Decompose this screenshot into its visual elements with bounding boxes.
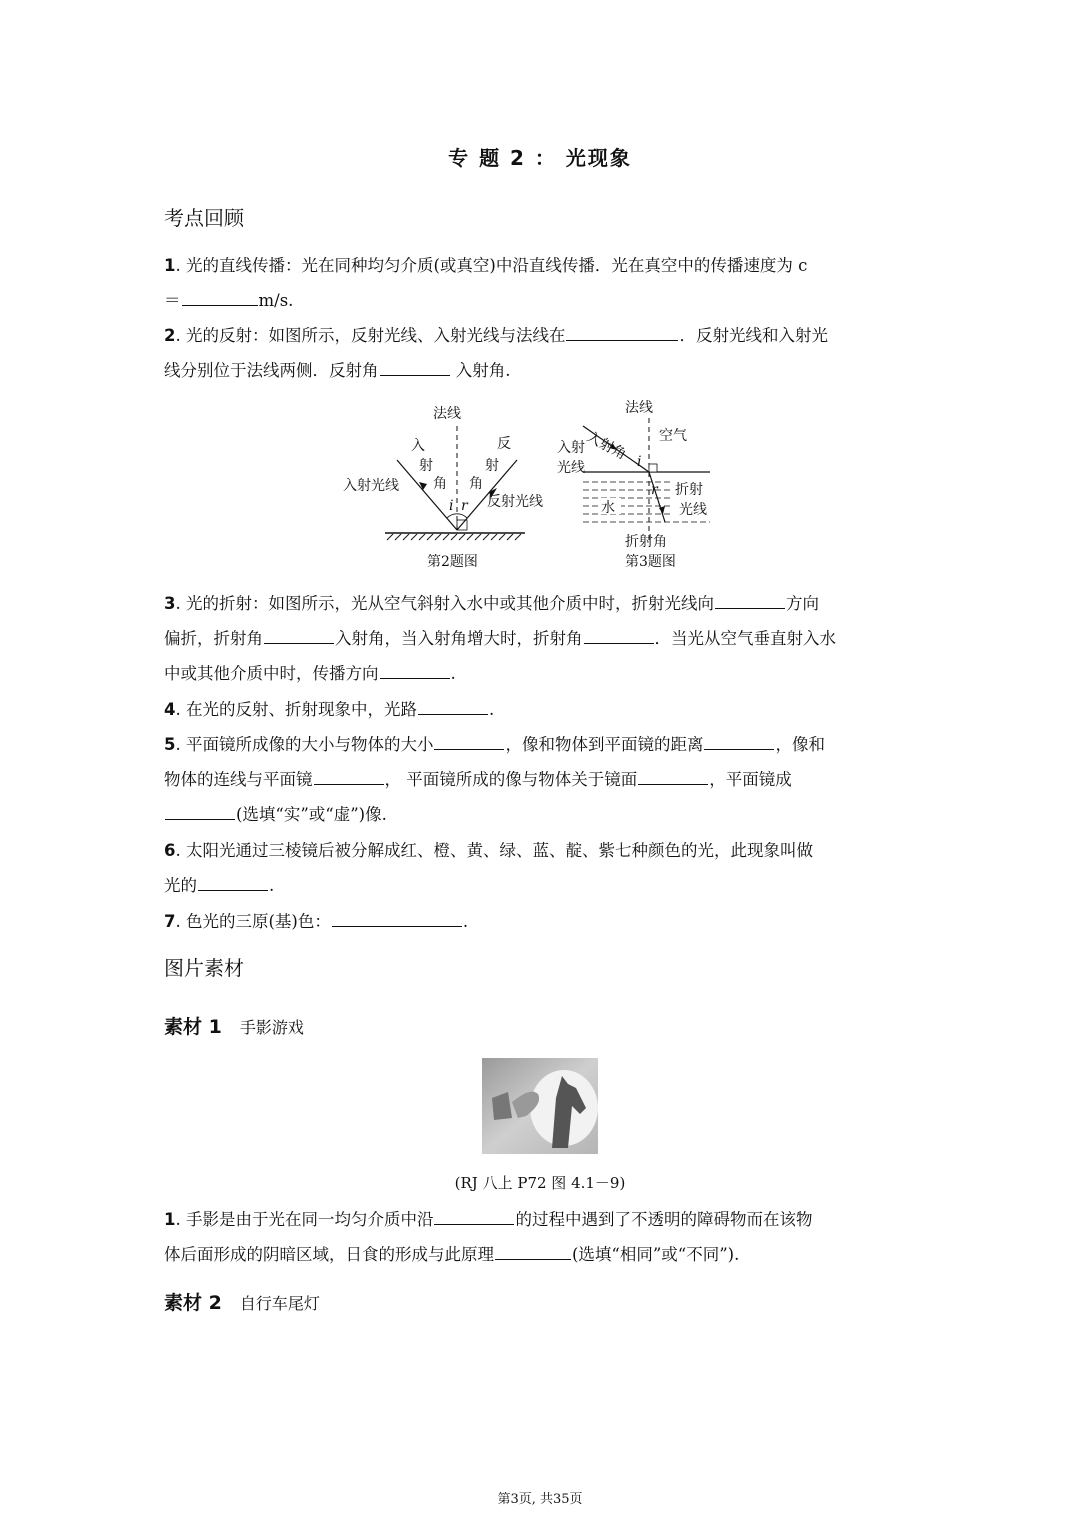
page-footer: 第3页, 共35页 <box>497 1492 583 1507</box>
item-number: 1 <box>164 1210 176 1229</box>
material-1-question <box>164 1202 924 1272</box>
answer-blank[interactable] <box>566 324 678 342</box>
item-number: 4 <box>164 700 176 719</box>
reflected-ray-label: 反射光线 <box>487 494 543 510</box>
section-heading-review: 考点回顾 <box>164 206 244 230</box>
item-number: 2 <box>164 326 176 345</box>
reflection-diagram <box>335 398 575 576</box>
item-4 <box>164 692 924 727</box>
incident-angle-label: 入 <box>411 438 425 454</box>
hand-shadow-picture <box>482 1058 598 1154</box>
answer-blank[interactable] <box>434 1208 514 1226</box>
normal-label: 法线 <box>625 400 653 416</box>
item-text: . <box>450 664 456 683</box>
answer-blank[interactable] <box>584 627 654 645</box>
material-1-heading <box>164 1012 304 1039</box>
item-text: ，像和物体到平面镜的距离 <box>505 735 704 754</box>
section-heading-materials: 图片素材 <box>164 956 244 980</box>
item-text: (选填“相同”或“不同”). <box>572 1245 740 1264</box>
page-title: 专 题 2 ： 光现象 <box>448 146 632 170</box>
item-text: 线分别位于法线两侧．反射角 <box>164 361 379 380</box>
refraction-angle-label: 折射角 <box>625 534 667 550</box>
figure-caption: 第2题图 <box>427 554 478 570</box>
item-number: 1 <box>164 256 176 275</box>
picture-caption: (RJ 八上 P72 图 4.1－9) <box>454 1174 626 1192</box>
item-text: . <box>269 876 275 895</box>
angle-r-label: r <box>461 498 468 514</box>
item-text: 光的 <box>164 876 197 895</box>
item-number: 5 <box>164 735 176 754</box>
answer-blank[interactable] <box>495 1243 571 1261</box>
item-text: ．反射光线和入射光 <box>679 326 828 345</box>
water-label: 水 <box>601 500 615 516</box>
item-7 <box>164 904 924 939</box>
angle-i-label: i <box>637 454 642 470</box>
material-name: 自行车尾灯 <box>239 1294 320 1313</box>
item-text: . 色光的三原(基)色： <box>175 912 331 931</box>
air-label: 空气 <box>659 428 687 444</box>
item-text: . <box>462 912 469 931</box>
item-number: 6 <box>164 841 176 860</box>
incident-ray-label: 入射 <box>557 440 585 456</box>
incident-angle-label: 射 <box>419 458 433 474</box>
reflection-angle-label: 反 <box>497 436 511 452</box>
answer-blank[interactable] <box>638 768 708 786</box>
item-text: . 光的直线传播：光在同种均匀介质(或真空)中沿直线传播．光在真空中的传播速度为 c <box>175 256 808 275</box>
reflection-angle-label: 角 <box>469 476 483 492</box>
answer-blank[interactable] <box>198 874 268 892</box>
reflection-angle-label: 射 <box>485 458 499 474</box>
answer-blank[interactable] <box>182 289 258 307</box>
refracted-ray-label: 光线 <box>679 502 707 518</box>
item-text: 物体的连线与平面镜 <box>164 770 313 789</box>
answer-blank[interactable] <box>165 803 235 821</box>
answer-blank[interactable] <box>380 662 450 680</box>
answer-blank[interactable] <box>332 910 462 928</box>
item-text: ＝ <box>164 291 181 310</box>
material-label: 素材 2 <box>164 1292 222 1314</box>
angle-i-label: i <box>449 498 454 514</box>
answer-blank[interactable] <box>434 733 504 751</box>
refraction-diagram <box>555 392 725 576</box>
incident-angle-label: 入射角 <box>584 429 629 464</box>
answer-blank[interactable] <box>715 592 785 610</box>
item-number: 7 <box>164 912 176 931</box>
incident-angle-label: 角 <box>433 476 447 492</box>
item-text: m/s. <box>258 291 294 310</box>
refracted-ray-label: 折射 <box>675 482 703 498</box>
material-name: 手影游戏 <box>239 1018 304 1037</box>
item-text: . 太阳光通过三棱镜后被分解成红、橙、黄、绿、蓝、靛、紫七种颜色的光，此现象叫做 <box>175 841 813 860</box>
item-3 <box>164 586 924 691</box>
item-5 <box>164 727 924 832</box>
item-text: 中或其他介质中时，传播方向 <box>164 664 379 683</box>
item-text: ，像和 <box>775 735 825 754</box>
item-text: ．当光从空气垂直射入水 <box>654 629 836 648</box>
item-text: ， 平面镜所成的像与物体关于镜面 <box>384 770 638 789</box>
item-text: . 光的折射：如图所示，光从空气斜射入水中或其他介质中时，折射光线向 <box>175 594 714 613</box>
normal-label: 法线 <box>433 406 461 422</box>
item-text: . 在光的反射、折射现象中，光路 <box>175 700 417 719</box>
figure-caption: 第3题图 <box>625 554 676 570</box>
item-text: . <box>488 700 495 719</box>
item-text: . 光的反射：如图所示，反射光线、入射光线与法线在 <box>175 326 566 345</box>
item-number: 3 <box>164 594 176 613</box>
incident-ray-label: 光线 <box>557 460 585 476</box>
answer-blank[interactable] <box>314 768 384 786</box>
item-text: 入射角，当入射角增大时，折射角 <box>335 629 583 648</box>
item-text: . 平面镜所成像的大小与物体的大小 <box>175 735 434 754</box>
item-text: 方向 <box>785 594 819 613</box>
material-label: 素材 1 <box>164 1016 222 1038</box>
angle-r-label: r <box>651 482 658 498</box>
item-text: 偏折，折射角 <box>164 629 263 648</box>
item-1 <box>164 248 924 318</box>
item-text: . 手影是由于光在同一均匀介质中沿 <box>175 1210 434 1229</box>
item-text: 入射角. <box>450 361 511 380</box>
item-text: (选填“实”或“虚”)像. <box>236 805 387 824</box>
answer-blank[interactable] <box>704 733 774 751</box>
answer-blank[interactable] <box>380 359 450 377</box>
answer-blank[interactable] <box>264 627 334 645</box>
item-text: 体后面形成的阴暗区域，日食的形成与此原理 <box>164 1245 494 1264</box>
item-2 <box>164 318 924 388</box>
material-2-heading <box>164 1288 320 1315</box>
item-text: ，平面镜成 <box>709 770 792 789</box>
item-text: 的过程中遇到了不透明的障碍物而在该物 <box>515 1210 813 1229</box>
answer-blank[interactable] <box>418 698 488 716</box>
incident-ray-label: 入射光线 <box>343 478 399 494</box>
item-6 <box>164 833 924 903</box>
